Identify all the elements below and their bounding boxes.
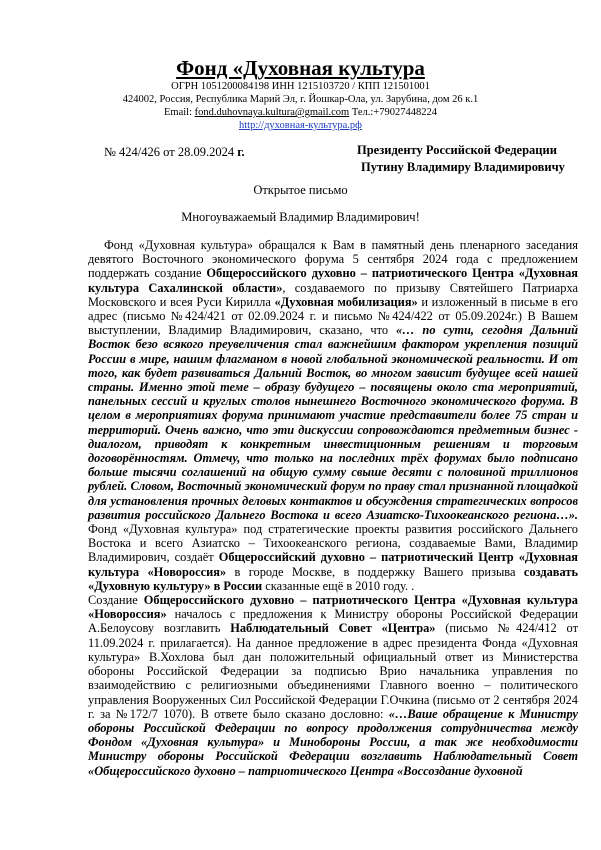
- addressee: [357, 142, 565, 176]
- p1-text-2: , создаваемого по призыву Святейшего Патриарха Московского и всея Руси Кирилла: [88, 280, 578, 309]
- body-paragraph-1: [88, 238, 578, 593]
- p2-quote: «…Ваше обращение к Министру обороны Российской Федерации по вопросу продолжения сотрудничества между Фондом «Духовная культура» и Минобороны России, а так же необходимости Министру обороны Российской Федерации возглавить Наблюдательный Совет «Общероссийского духовно – патриотического Центра «Воссоздание духовной: [88, 706, 578, 778]
- p1-text-6: сказанные ещё в 2010 году. .: [262, 578, 415, 593]
- letter-number-suffix: г.: [234, 145, 245, 159]
- p1-text-4: Фонд «Духовная культура» под стратегические проекты развития российского Дальнего Востока и всего Азиатско – Тихоокеанского региона, создаваемые Вами, Владимир Владимирович, создаёт: [88, 522, 578, 565]
- greeting: Многоуважаемый Владимир Владимирович!: [181, 210, 420, 224]
- letter-kind: Открытое письмо: [253, 183, 348, 197]
- addressee-name: Путину Владимиру Владимировичу: [361, 160, 565, 174]
- p1-text-1: Фонд «Духовная культура» обращался к Вам в памятный день пленарного заседания девятого Восточного экономического форума 5 сентября 2024 года с предложением поддержать создание: [88, 238, 578, 281]
- p2-text-3: (письмо №424/412 от 11.09.2024 г. прилагается). На данное предложение в адрес президента Фонда «Духовная культура» В.Хохлова был дан положительный официальный ответ из Министерства обороны Российской Федерации за подписью Врио начальника управления по взаимодействию с религиозными объединениями Главного военно – политического управления Вооруженных Сил Российской Федерации Г.Очкина (письмо от 2 сентября 2024 г. за №172/7 1070). В ответе было сказано дословно:: [88, 621, 578, 721]
- p1-bold-2: «Духовная мобилизация»: [274, 294, 418, 309]
- p1-text-5: в городе Москве, в поддержку Вашего призыва: [226, 564, 524, 579]
- p1-bold-1: Общероссийского духовно – патриотического Центра «Духовная культура Сахалинской области»: [88, 266, 578, 295]
- email-address[interactable]: fond.duhovnaya.kultura@gmail.com: [194, 107, 350, 118]
- postal-address: 424002, Россия, Республика Марий Эл, г. Йошкар-Ола, ул. Зарубина, дом 26 к.1: [122, 94, 479, 105]
- organization-name: Фонд «Духовная культура: [176, 56, 425, 80]
- letter-number: [104, 145, 245, 160]
- phone-number: Тел.:+79027448224: [351, 107, 437, 118]
- p2-bold-1: Общероссийского духовно – патриотического Центра «Духовная культура «Новороссия»: [88, 593, 578, 622]
- p2-text-2: началось с предложения к Министру обороны Российской Федерации А.Белоусову возглавить: [88, 607, 578, 636]
- website-link[interactable]: http://духовная-культура.рф: [238, 120, 362, 131]
- p2-bold-2: Наблюдательный Совет «Центра»: [230, 621, 436, 636]
- website-line: [0, 119, 601, 132]
- letter-number-text: № 424/426 от 28.09.2024: [104, 145, 235, 159]
- contact-line: [0, 106, 601, 119]
- p1-text-3: и изложенный в письме в его адрес (письмо №424/421 от 02.09.2024 г. и письмо №424/422 от 05.09.2024г.) В Вашем выступлении, Владимир Владимирович, сказано, что: [88, 294, 578, 338]
- addressee-title: Президенту Российской Федерации: [357, 143, 557, 157]
- email-label: Email:: [164, 107, 192, 118]
- p1-bold-3: Общероссийский духовно – патриотический Центр «Духовная культура «Новороссия»: [88, 550, 578, 579]
- p1-quote: «… по сути, сегодня Дальний Восток безо всякого преувеличения стал важнейшим фактором укрепления позиций России в мире, нашим флагманом в новой глобальной экономической реальности. И от того, как будет развиваться Дальний Восток, во многом зависит будущее всей нашей страны. Именно этой теме – образу будущего – посвящены около ста мероприятий, панельных сессий и круглых столов нынешнего Восточного экономического форума. В целом в мероприятиях форума принимают участие представители более 75 стран и территорий. Очень важно, что эти дискуссии сопровождаются предметным бизнес - диалогом, приводят к конкретным инвестиционным решениям и торговым договорённостям. Отмечу, что только на последних трёх форумах было подписано больше тысячи соглашений на общую сумму свыше десяти с половиной триллионов рублей. Словом, Восточный экономический форум по праву стал признанной площадкой для установления прочных деловых контактов и обсуждения стратегических вопросов развития российского Дальнего Востока и всего Азиатско-Тихоокеанского региона…».: [88, 323, 578, 522]
- registration-details: ОГРН 1051200084198 ИНН 1215103720 / КПП 121501001: [171, 81, 430, 92]
- p1-bold-4: создавать «Духовную культуру» в России: [88, 564, 578, 593]
- body-paragraph-2: [88, 593, 578, 778]
- p2-text-1: Создание: [88, 593, 144, 608]
- letter-body: [88, 238, 578, 778]
